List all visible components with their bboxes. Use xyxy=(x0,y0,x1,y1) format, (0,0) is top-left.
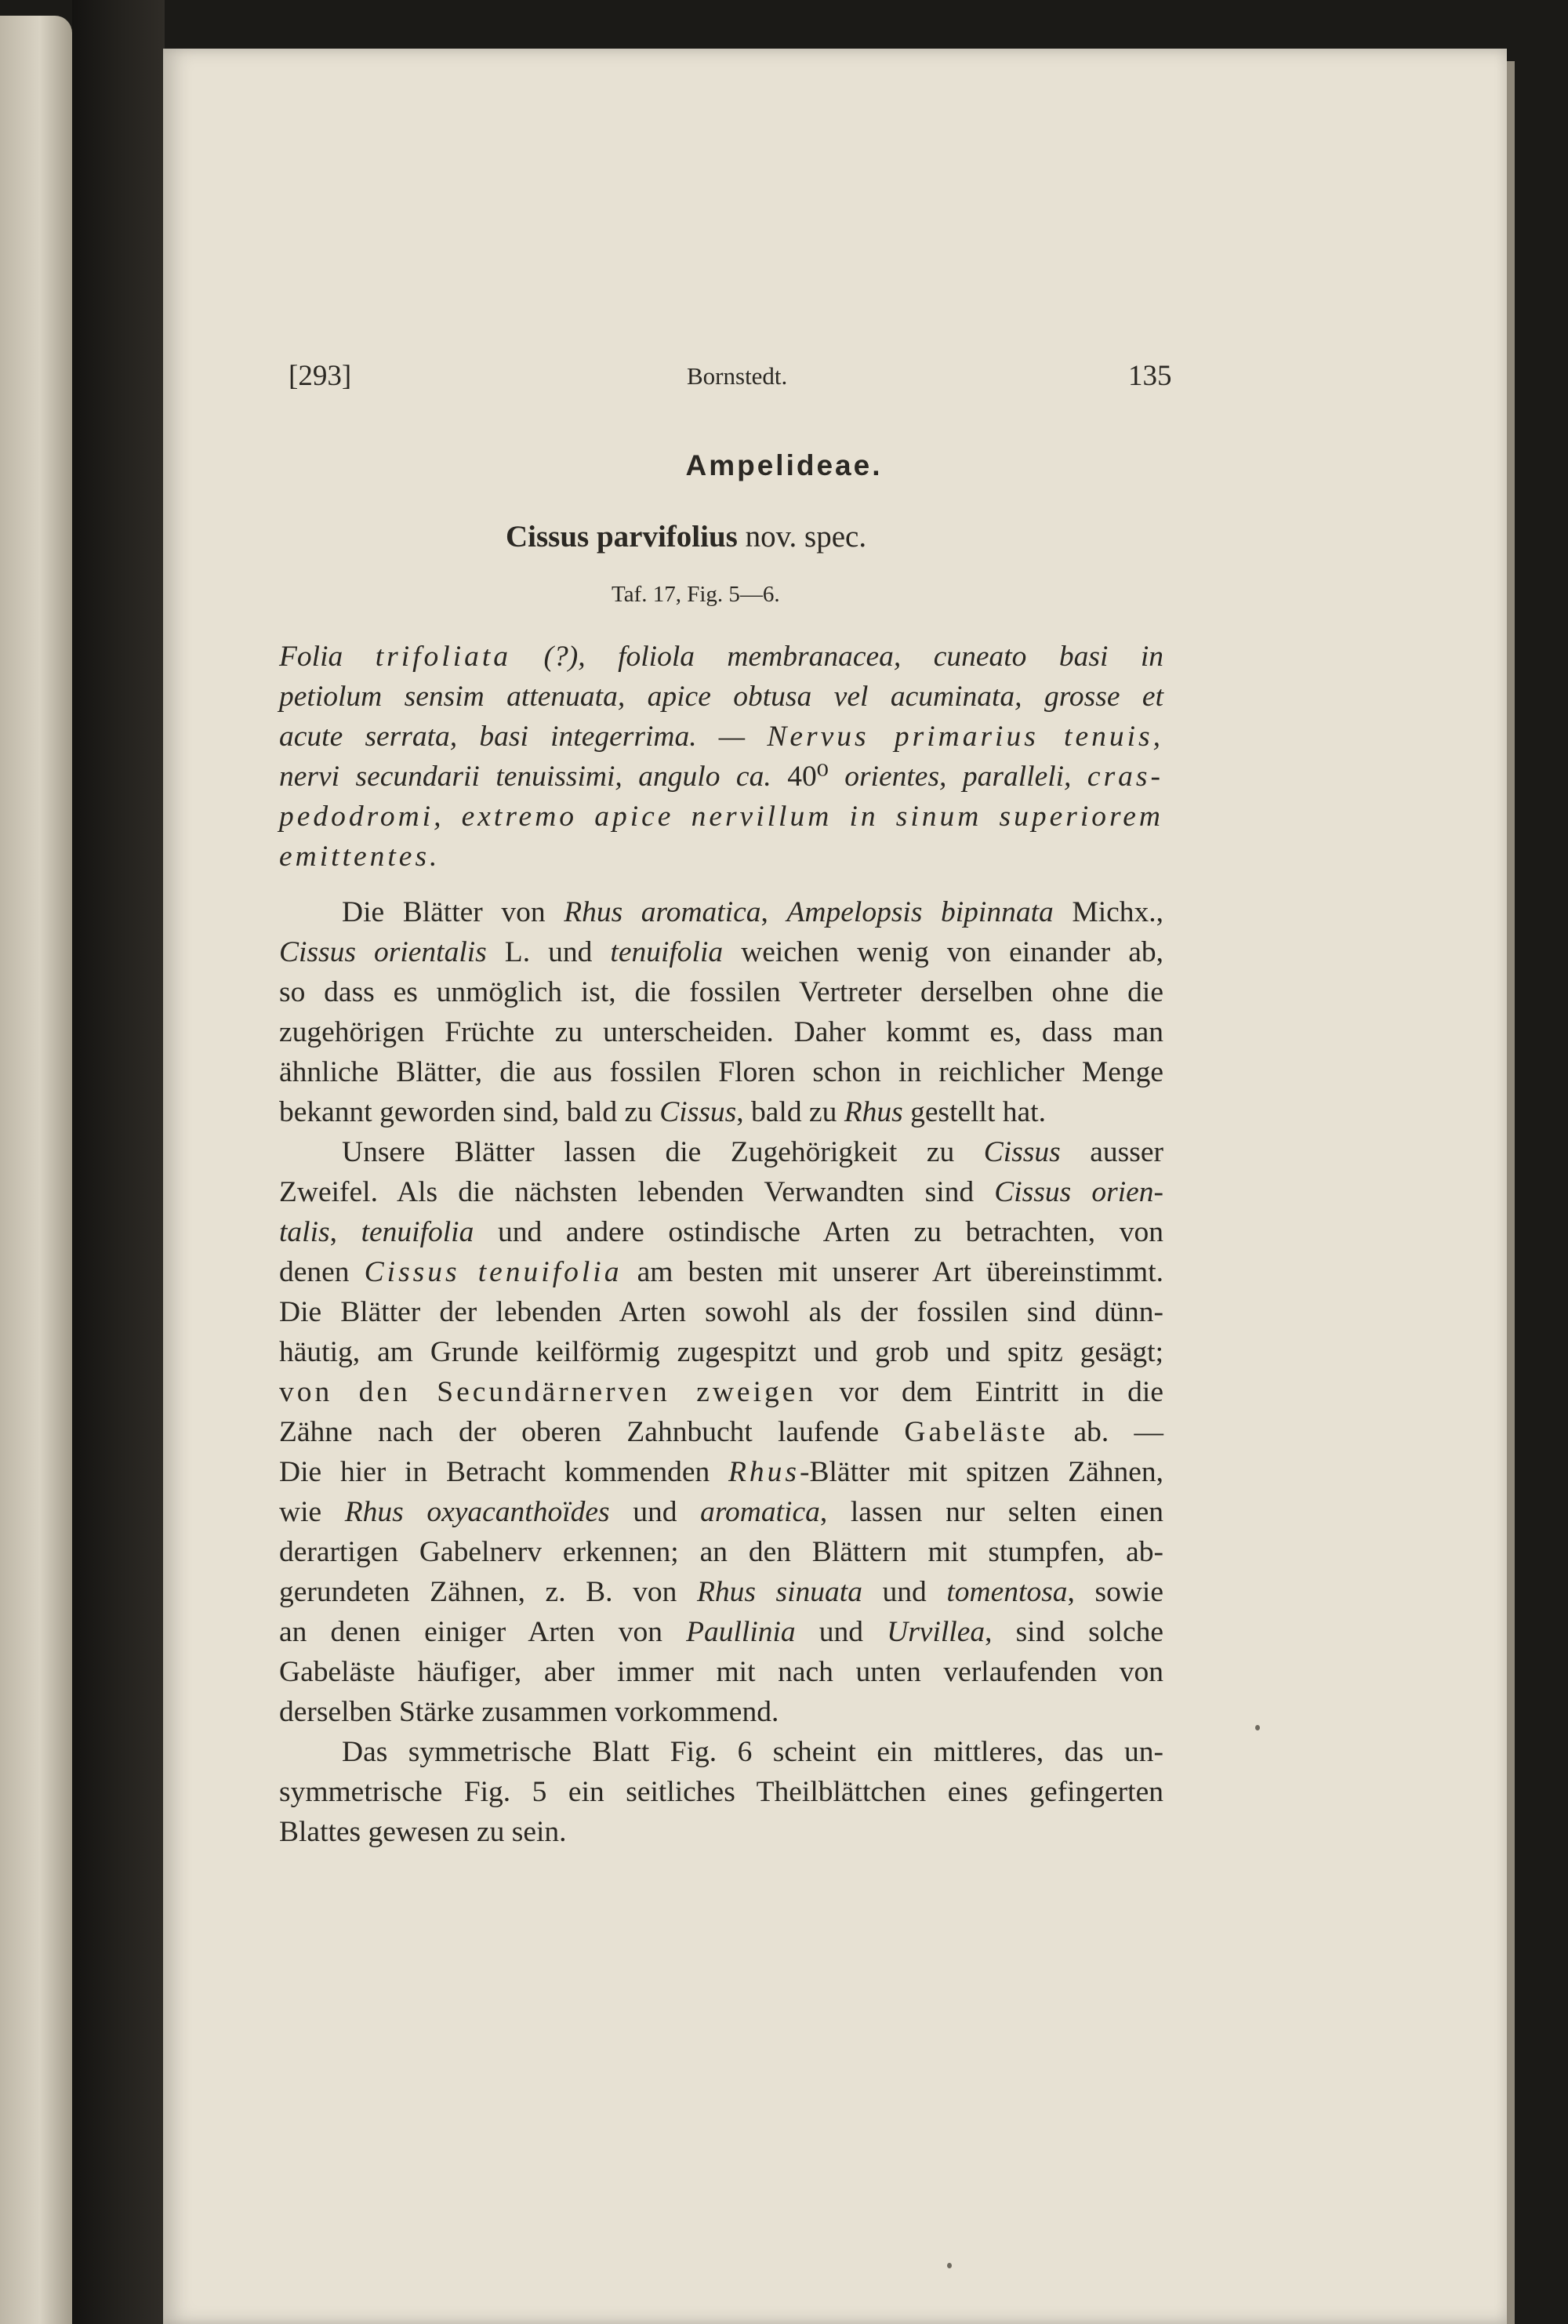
body-line: von den Secundärnerven zweigen vor dem Eintritt in die xyxy=(279,1376,1163,1408)
diagnosis-line: pedodromi, extremo apice nervillum in sinum superiorem xyxy=(279,801,1163,833)
body-line: Das symmetrische Blatt Fig. 6 scheint ein mittleres, das un- xyxy=(342,1736,1163,1768)
species-heading xyxy=(506,519,866,554)
body-line: denen Cissus tenuifolia am besten mit unserer Art übereinstimmt. xyxy=(279,1256,1164,1288)
body-line: symmetrische Fig. 5 ein seitliches Theilblättchen eines gefingerten xyxy=(279,1776,1163,1808)
plate-reference: Taf. 17, Fig. 5—6. xyxy=(612,582,780,607)
body-line: Zähne nach der oberen Zahnbucht laufende Gabeläste ab. — xyxy=(279,1416,1163,1448)
species-name: Cissus parvifolius xyxy=(506,520,738,554)
species-suffix: nov. spec. xyxy=(745,520,867,554)
body-line: an denen einiger Arten von Paullinia und Urvillea, sind solche xyxy=(279,1616,1163,1648)
page-edge xyxy=(1507,61,1515,2324)
paper-speck xyxy=(947,2263,952,2268)
family-heading: Ampelideae. xyxy=(685,449,883,481)
body-line: wie Rhus oxyacanthoïdes und aromatica, lassen nur selten einen xyxy=(279,1496,1163,1528)
body-line: bekannt geworden sind, bald zu Cissus, bald zu Rhus gestellt hat. xyxy=(279,1096,1046,1128)
diagnosis-line: emittentes. xyxy=(279,841,441,873)
paper-speck xyxy=(1255,1725,1260,1730)
body-line: Zweifel. Als die nächsten lebenden Verwandten sind Cissus orien- xyxy=(279,1176,1163,1208)
diagnosis-line: petiolum sensim attenuata, apice obtusa vel acuminata, grosse et xyxy=(279,681,1163,713)
diagnosis-line: acute serrata, basi integerrima. — Nervus primarius tenuis, xyxy=(279,721,1163,753)
page-bracket-number: [293] xyxy=(289,360,352,392)
body-line: gerundeten Zähnen, z. B. von Rhus sinuata und tomentosa, sowie xyxy=(279,1576,1163,1608)
body-line: häutig, am Grunde keilförmig zugespitzt und grob und spitz gesägt; xyxy=(279,1336,1163,1368)
running-head-author: Bornstedt. xyxy=(687,362,788,390)
body-line: Gabeläste häufiger, aber immer mit nach unten verlaufenden von xyxy=(279,1656,1163,1688)
diagnosis-line: Folia trifoliata (?), foliola membranacea, cuneato basi in xyxy=(279,641,1163,673)
body-line: ähnliche Blätter, die aus fossilen Floren schon in reichlicher Menge xyxy=(279,1056,1163,1088)
body-line: so dass es unmöglich ist, die fossilen Vertreter derselben ohne die xyxy=(279,976,1163,1008)
body-line: Die Blätter von Rhus aromatica, Ampelopsis bipinnata Michx., xyxy=(342,896,1164,928)
body-line: talis, tenuifolia und andere ostindische Arten zu betrachten, von xyxy=(279,1216,1163,1248)
body-line: zugehörigen Früchte zu unterscheiden. Daher kommt es, dass man xyxy=(279,1016,1163,1048)
body-line: Die hier in Betracht kommenden Rhus-Blätter mit spitzen Zähnen, xyxy=(279,1456,1163,1488)
diagnosis-line: nervi secundarii tenuissimi, angulo ca. 40⁰ orientes, paralleli, cras- xyxy=(279,761,1163,793)
body-line: Blattes gewesen zu sein. xyxy=(279,1816,567,1848)
body-line: Die Blätter der lebenden Arten sowohl als der fossilen sind dünn- xyxy=(279,1296,1163,1328)
body-line: Unsere Blätter lassen die Zugehörigkeit zu Cissus ausser xyxy=(342,1136,1163,1168)
book-gutter xyxy=(72,0,165,2324)
facing-page-edge xyxy=(0,16,72,2324)
body-line: derselben Stärke zusammen vorkommend. xyxy=(279,1696,779,1728)
body-line: Cissus orientalis L. und tenuifolia weichen wenig von einander ab, xyxy=(279,936,1164,968)
body-line: derartigen Gabelnerv erkennen; an den Blättern mit stumpfen, ab- xyxy=(279,1536,1163,1568)
page-number: 135 xyxy=(1128,360,1172,392)
